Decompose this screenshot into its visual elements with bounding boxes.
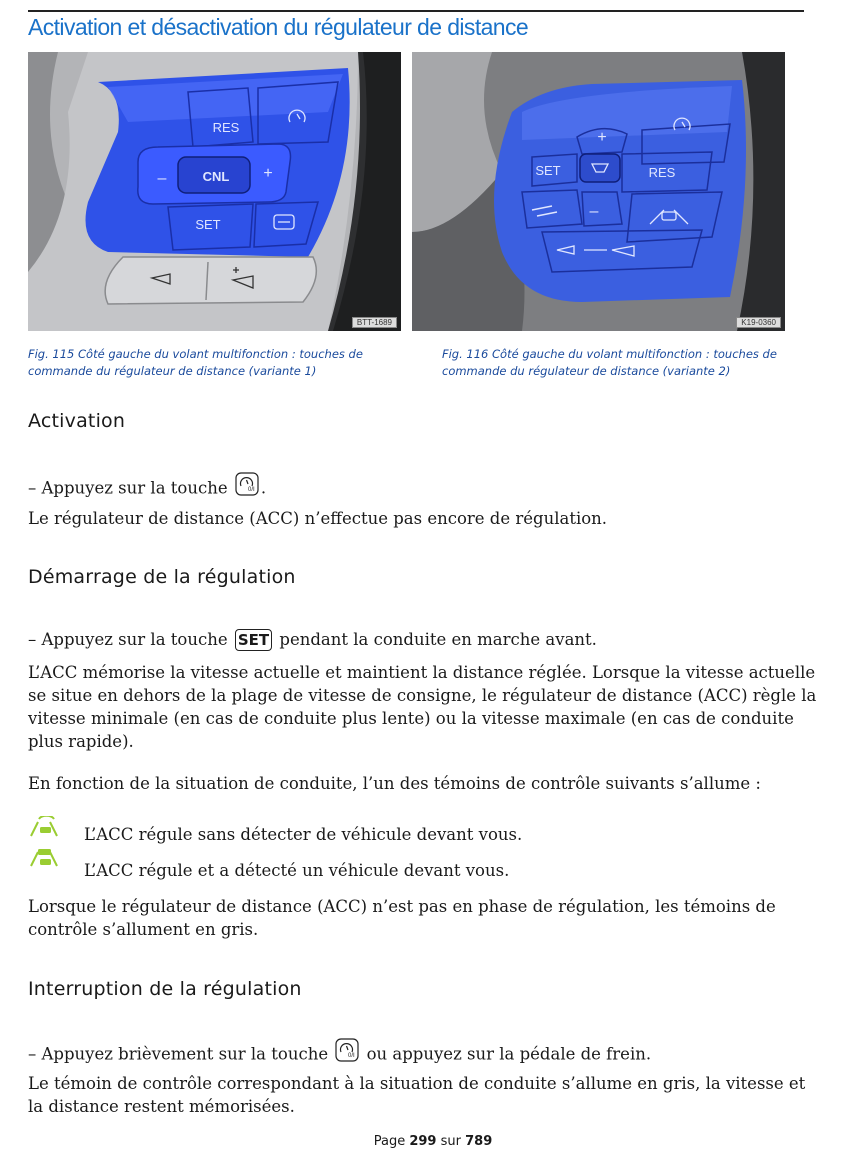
set-key-icon: SET <box>235 629 272 651</box>
paragraph: En fonction de la situation de conduite, l’un des témoins de contrôle suivants s’allume : <box>28 774 761 793</box>
plus-button-label: + <box>597 129 607 146</box>
footer-prefix: Page <box>373 1134 406 1149</box>
section-heading: Démarrage de la régulation <box>28 566 296 588</box>
acc-green-vehicle-icon <box>28 846 62 874</box>
instruction-step <box>28 1040 818 1070</box>
indicator-text: L’ACC régule sans détecter de véhicule devant vous. <box>84 825 523 844</box>
page-footer <box>0 1134 866 1149</box>
instruction-step <box>28 628 818 652</box>
minus-button-label: – <box>589 203 599 220</box>
page-title: Activation et désactivation du régulateur de distance <box>28 14 529 40</box>
step-text-end: pendant la conduite en marche avant. <box>279 630 597 649</box>
figure-caption: Fig. 115 Côté gauche du volant multifonction : touches de commande du régulateur de distance (variante 1) <box>28 347 363 378</box>
figure-115 <box>28 52 401 331</box>
set-button-label: SET <box>195 217 221 232</box>
section-heading: Activation <box>28 410 126 432</box>
step-text: – Appuyez brièvement sur la touche <box>28 1044 329 1064</box>
step-text-end: ou appuyez sur la pédale de frein. <box>366 1044 652 1064</box>
section-heading: Interruption de la régulation <box>28 978 302 1000</box>
svg-text:0/I: 0/I <box>247 487 255 493</box>
total-pages: 789 <box>465 1134 493 1149</box>
figure-code: BTT-1689 <box>352 317 397 328</box>
paragraph: L’ACC mémorise la vitesse actuelle et maintient la distance réglée. Lorsque la vitesse actuelle se situe en dehors de la plage de vitesse de consigne, le régulateur de distance (ACC) règle la vitesse minimale (en cas de conduite plus lente) ou la vitesse maximale (en cas de conduite plus rapide). <box>28 663 817 751</box>
step-text-end: . <box>260 478 267 498</box>
figure-caption: Fig. 116 Côté gauche du volant multifonction : touches de commande du régulateur de distance (variante 2) <box>442 347 777 378</box>
step-text: – Appuyez sur la touche <box>28 478 228 498</box>
set-button-label: SET <box>535 163 561 178</box>
acc-green-no-vehicle-icon <box>28 816 62 844</box>
top-rule <box>28 10 804 12</box>
minus-button-label: – <box>157 170 167 187</box>
step-text: – Appuyez sur la touche <box>28 630 228 649</box>
plus-button-label: + <box>263 165 273 182</box>
paragraph: Le témoin de contrôle correspondant à la situation de conduite s’allume en gris, la vitesse et la distance restent mémorisées. <box>28 1074 806 1116</box>
cnl-button-label: CNL <box>202 169 230 184</box>
res-button-label: RES <box>212 120 240 135</box>
svg-text:0/I: 0/I <box>348 1053 356 1059</box>
paragraph: Le régulateur de distance (ACC) n’effectue pas encore de régulation. <box>28 509 608 528</box>
figure-116 <box>412 52 785 331</box>
indicator-text: L’ACC régule et a détecté un véhicule devant vous. <box>84 861 510 880</box>
figure-code: K19-0360 <box>736 317 781 328</box>
acc-switch-key-icon <box>235 472 259 502</box>
acc-switch-key-icon <box>335 1038 359 1068</box>
current-page: 299 <box>409 1134 437 1149</box>
footer-middle: sur <box>440 1134 461 1149</box>
instruction-step <box>28 474 818 504</box>
res-button-label: RES <box>648 165 676 180</box>
paragraph: Lorsque le régulateur de distance (ACC) n’est pas en phase de régulation, les témoins de contrôle s’allument en gris. <box>28 897 776 939</box>
